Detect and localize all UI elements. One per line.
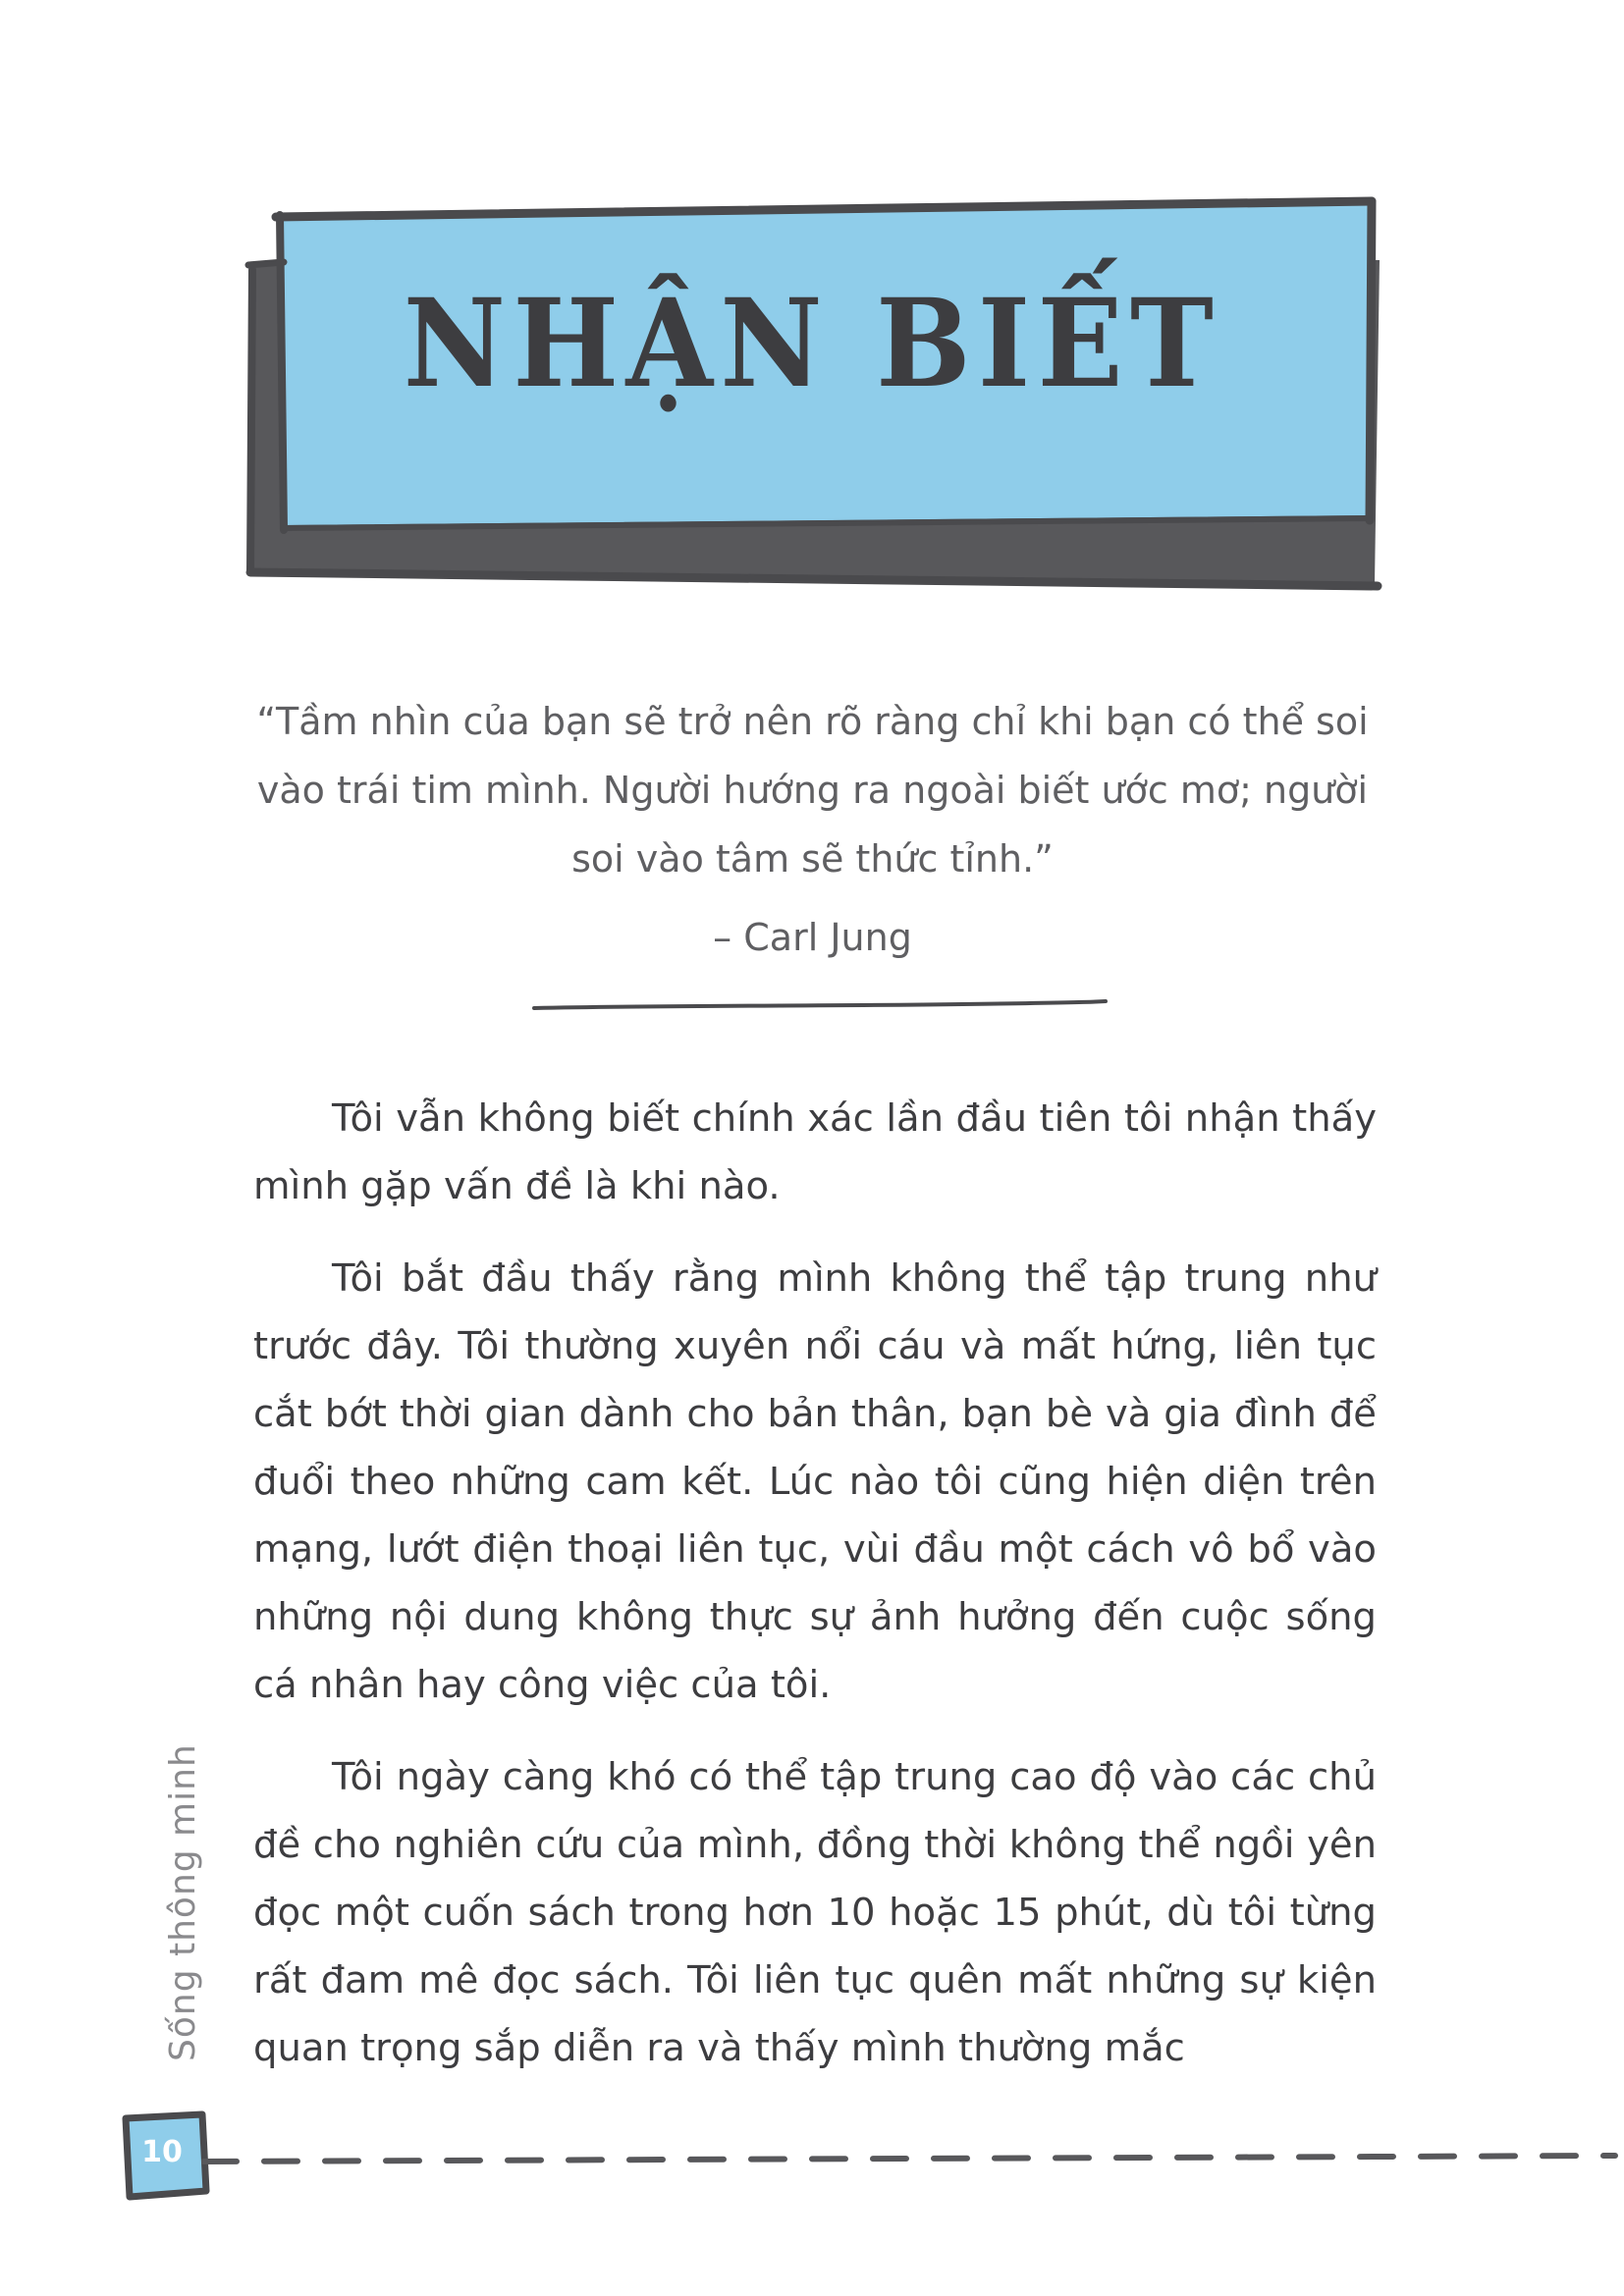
epigraph-quote: “Tầm nhìn của bạn sẽ trở nên rõ ràng chỉ khi bạn có thể soi vào trái tim mình. Người hướng ra ngoài biết ước mơ; người soi vào tâm sẽ thức tỉnh.” [256,700,1369,881]
chapter-title: NHẬN BIẾT [403,273,1221,415]
page-number: 10 [141,2135,183,2169]
epigraph-divider [530,996,1110,1016]
body-paragraph: Tôi bắt đầu thấy rằng mình không thể tập trung như trước đây. Tôi thường xuyên nổi cáu và mất hứng, liên tục cắt bớt thời gian dành cho bản thân, bạn bè và gia đình để đuổi theo những cam kết. Lúc nào tôi cũng hiện diện trên mạng, lướt điện thoại liên tục, vùi đầu một cách vô bổ vào những nội dung không thực sự ảnh hưởng đến cuộc sống cá nhân hay công việc của tôi. [253,1256,1377,1707]
body-paragraph: Tôi vẫn không biết chính xác lần đầu tiên tôi nhận thấy mình gặp vấn đề là khi nào. [253,1096,1377,1208]
running-book-title: Sống thông minh [163,1743,203,2061]
chapter-body [253,1085,1377,2107]
body-paragraph: Tôi ngày càng khó có thể tập trung cao độ vào các chủ đề cho nghiên cứu của mình, đồng thời không thể ngồi yên đọc một cuốn sách trong hơn 10 hoặc 15 phút, dù tôi từng rất đam mê đọc sách. Tôi liên tục quên mất những sự kiện quan trọng sắp diễn ra và thấy mình thường mắc [253,1755,1377,2070]
footer-dashed-line [201,2150,1620,2169]
epigraph-author: – Carl Jung [713,916,912,959]
